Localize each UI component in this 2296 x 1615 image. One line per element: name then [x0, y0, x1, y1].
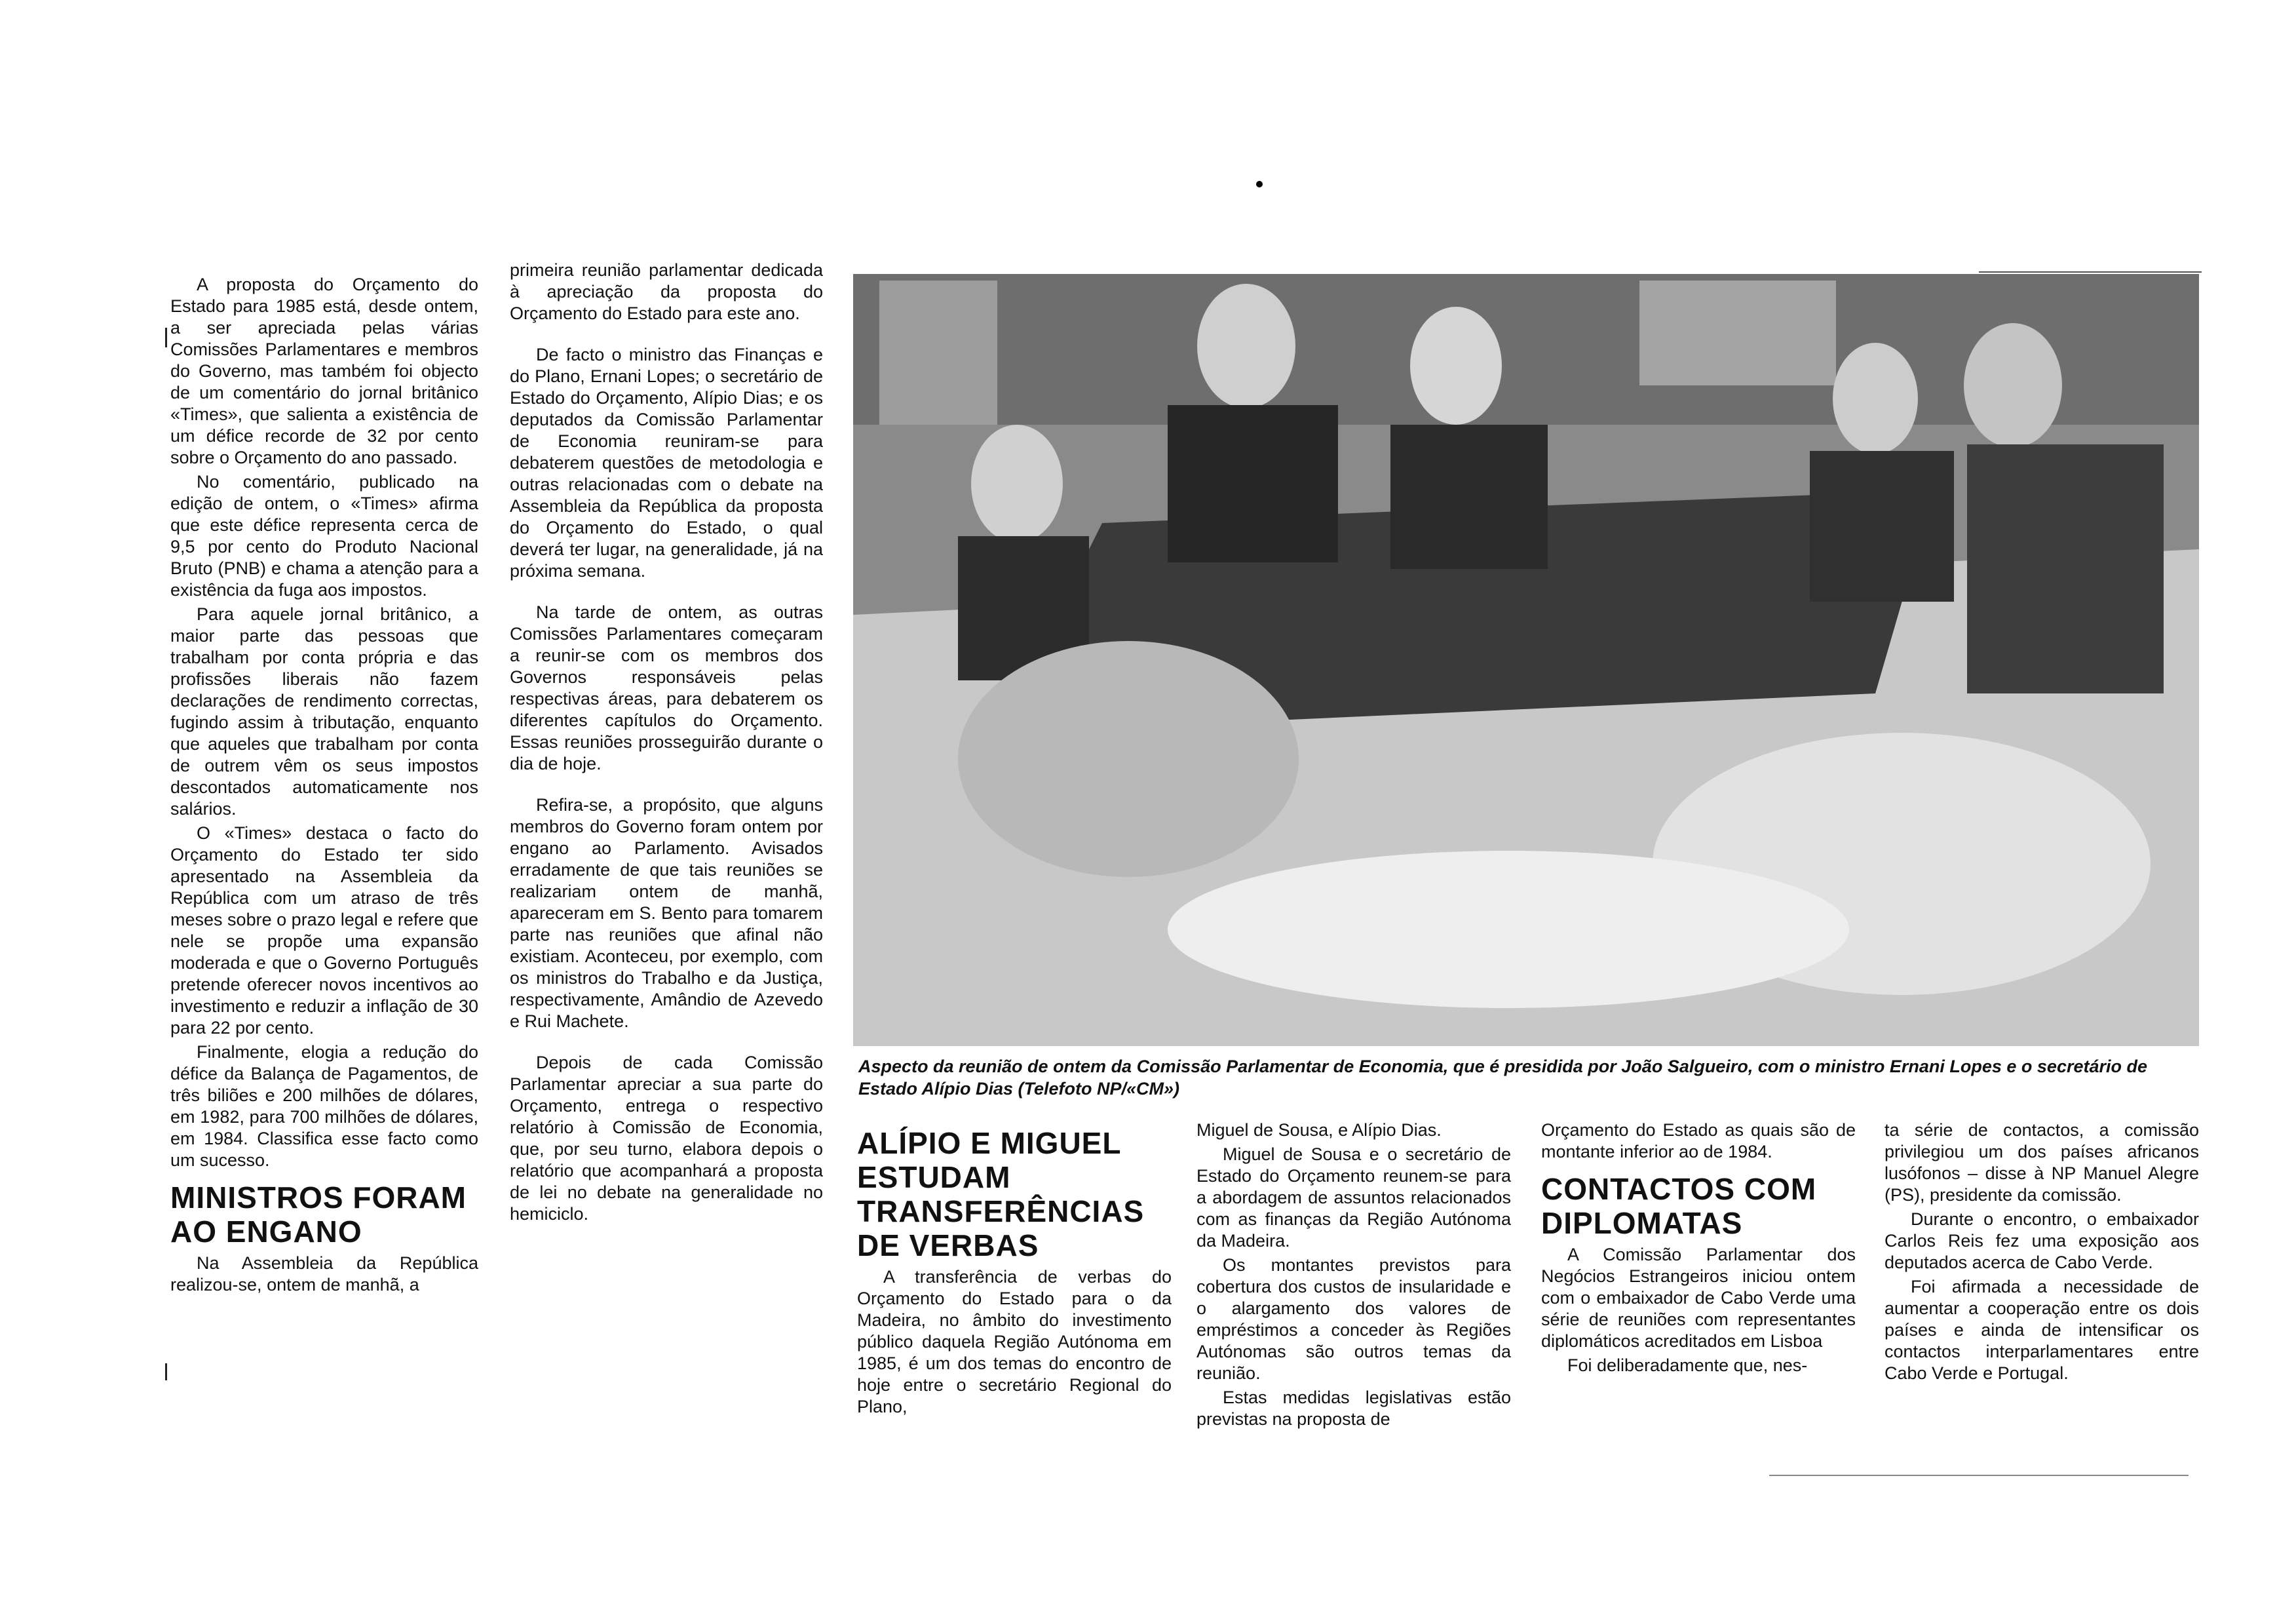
paragraph: Durante o encontro, o embaixador Carlos Reis fez uma exposição aos deputados acerca de Cabo Verde.	[1885, 1209, 2199, 1272]
news-photo	[853, 274, 2199, 1046]
paragraph: A proposta do Orçamento do Estado para 1985 está, desde ontem, a ser apreciada pelas várias Comissões Parlamentares e membros do Governo, mas também foi objecto de um comentário do jornal britânico «Times», que salienta a existência de um défice recorde de 32 por cento sobre o Orçamento do ano passado.	[170, 275, 478, 467]
paragraph: O «Times» destaca o facto do Orçamento do Estado ter sido apresentado na Assembleia da República com um atraso de três meses sobre o prazo legal e refere que nele se propõe uma expansão moderada e que o Governo Português pretende oferecer novos incentivos ao investimento e reduzir a inflação de 30 para 22 por cento.	[170, 823, 478, 1038]
top-rule	[1979, 271, 2202, 273]
paragraph: Os montantes previstos para cobertura dos custos de insularidade e o alargamento dos valores de empréstimos a conceder às Regiões Autónomas são outros temas da reunião.	[1196, 1255, 1511, 1383]
paragraph: Miguel de Sousa e o secretário de Estado do Orçamento reunem-se para a abordagem de assuntos relacionados com as finanças da Região Autónoma da Madeira.	[1196, 1144, 1511, 1251]
subheading: CONTACTOS COM DIPLOMATAS	[1541, 1172, 1817, 1240]
article-column-1	[170, 274, 478, 1298]
paragraph: A transferência de verbas do Orçamento do Estado para o da Madeira, no âmbito do investimento público daquela Região Autónoma em 1985, é um dos temas do encontro de hoje entre o secretário Regional do Plano,	[857, 1267, 1172, 1416]
paragraph: Para aquele jornal britânico, a maior parte das pessoas que trabalham por conta própria e das profissões liberais não fazem declarações de rendimento correctas, fugindo assim à tributação, enquanto que aqueles que trabalham por conta de outrem vêm os seus impostos descontados automaticamente nos salários.	[170, 604, 478, 819]
photo-caption: Aspecto da reunião de ontem da Comissão Parlamentar de Economia, que é presidida por João Salgueiro, com o ministro Ernani Lopes e o secretário de Estado Alípio Dias (Telefoto NP/«CM»)	[858, 1057, 2148, 1099]
paragraph: primeira reunião parlamentar dedicada à apreciação da proposta do Orçamento do Estado para este ano.	[510, 260, 823, 323]
paragraph: Finalmente, elogia a redução do défice da Balança de Pagamentos, de três biliões e 200 milhões de dólares, em 1982, para 700 milhões de dólares, em 1984. Classifica esse facto como um sucesso.	[170, 1042, 478, 1170]
article-column-6	[1885, 1119, 2199, 1387]
paragraph: De facto o ministro das Finanças e do Plano, Ernani Lopes; o secretário de Estado do Orçamento, Alípio Dias; e os deputados da Comissão Parlamentar de Economia reuniram-se para debaterem questões de metodologia e outras relacionadas com o debate na Assembleia da República da proposta do Orçamento do Estado, o qual deverá ter lugar, na generalidade, já na próxima semana.	[510, 345, 823, 581]
paragraph: Foi deliberadamente que, nes-	[1567, 1355, 1808, 1375]
ink-dot	[1256, 181, 1263, 187]
paragraph: Estas medidas legislativas estão previstas na proposta de	[1196, 1388, 1511, 1429]
paragraph: Orçamento do Estado as quais são de montante inferior ao de 1984.	[1541, 1120, 1856, 1161]
paragraph: No comentário, publicado na edição de ontem, o «Times» afirma que este défice representa cerca de 9,5 por cento do Produto Nacional Bruto (PNB) e chama a atenção para a existência da fuga aos impostos.	[170, 472, 478, 600]
bottom-rule	[1769, 1475, 2189, 1476]
margin-mark	[165, 1363, 167, 1380]
paragraph: Depois de cada Comissão Parlamentar apreciar a sua parte do Orçamento, entrega o respectivo relatório à Comissão de Economia, que, por seu turno, elabora depois o relatório que acompanhará a proposta de lei no debate na generalidade no hemiciclo.	[510, 1053, 823, 1224]
headline: ALÍPIO E MIGUEL ESTUDAM TRANSFERÊNCIAS DE VERBAS	[857, 1126, 1145, 1262]
margin-mark	[165, 328, 167, 347]
paragraph: Miguel de Sousa, e Alípio Dias.	[1196, 1120, 1442, 1140]
subheading: MINISTROS FORAM AO ENGANO	[170, 1180, 467, 1249]
paragraph: Na Assembleia da República realizou-se, ontem de manhã, a	[170, 1253, 478, 1294]
paragraph: A Comissão Parlamentar dos Negócios Estrangeiros iniciou ontem com o embaixador de Cabo Verde uma série de reuniões com representantes diplomáticos acreditados em Lisboa	[1541, 1245, 1856, 1351]
paragraph: Refira-se, a propósito, que alguns membros do Governo foram ontem por engano ao Parlamento. Avisados erradamente de que tais reuniões se realizariam ontem de manhã, apareceram em S. Bento para tomarem parte nas reuniões que afinal não existiam. Aconteceu, por exemplo, com os ministros do Trabalho e da Justiça, respectivamente, Amândio de Azevedo e Rui Machete.	[510, 795, 823, 1031]
article-column-3	[857, 1126, 1172, 1420]
article-column-4	[1196, 1119, 1511, 1433]
paragraph: ta série de contactos, a comissão privilegiou um dos países africanos lusófonos – disse à NP Manuel Alegre (PS), presidente da comissão.	[1885, 1120, 2199, 1205]
article-column-5	[1541, 1119, 1856, 1379]
paragraph: Na tarde de ontem, as outras Comissões Parlamentares começaram a reunir-se com os membros dos Governos responsáveis pelas respectivas áreas, para debaterem os diferentes capítulos do Orçamento. Essas reuniões prosseguirão durante o dia de hoje.	[510, 602, 823, 773]
article-column-2	[510, 260, 823, 1228]
paragraph: Foi afirmada a necessidade de aumentar a cooperação entre os dois países e ainda de intensificar os contactos interparlamentares entre Cabo Verde e Portugal.	[1885, 1277, 2199, 1383]
